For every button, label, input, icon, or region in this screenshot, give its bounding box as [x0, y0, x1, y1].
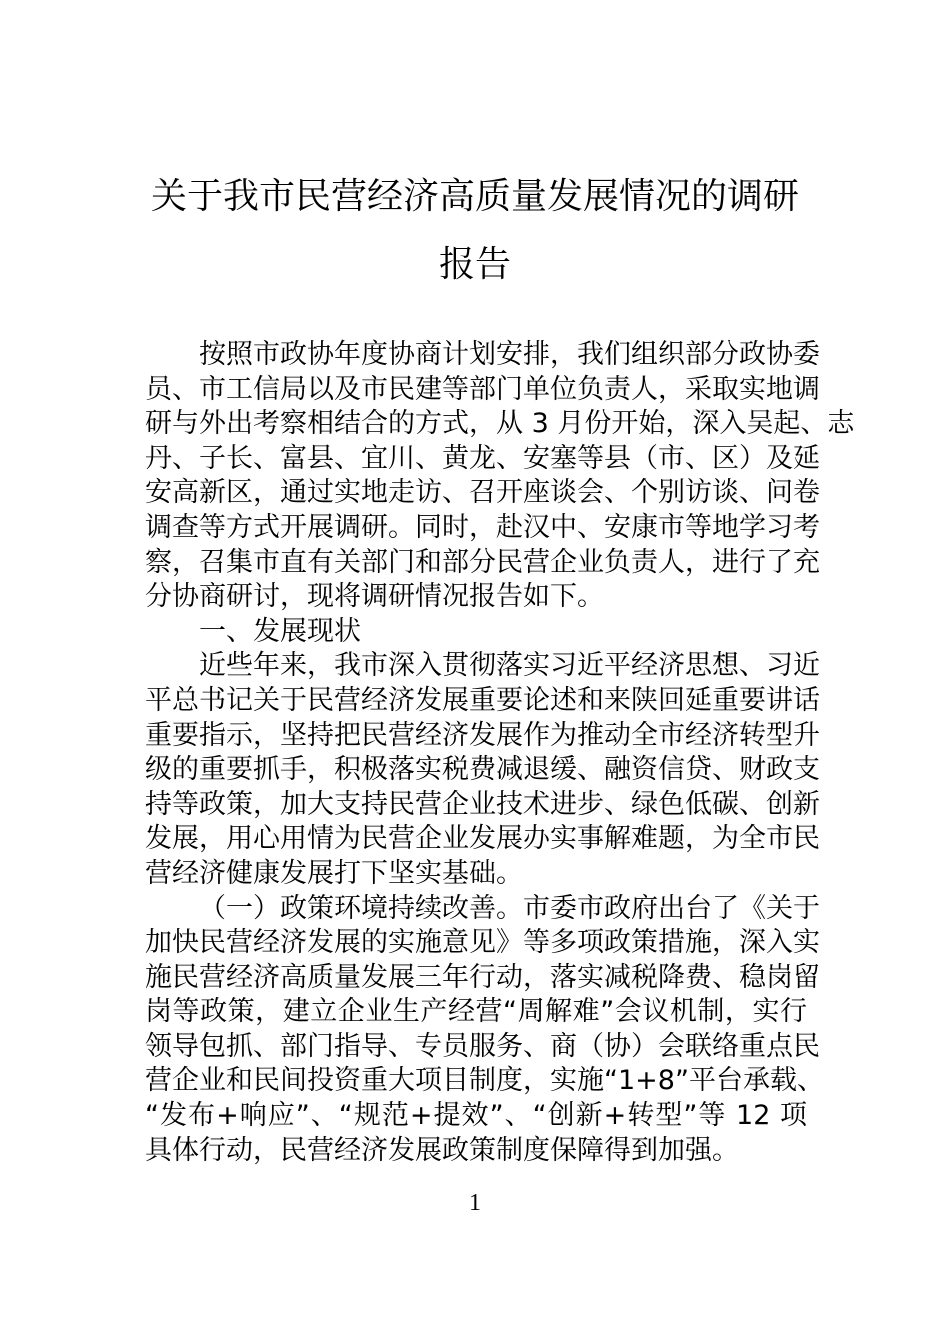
document-title-line-1: 关于我市民营经济高质量发展情况的调研: [150, 176, 799, 217]
text-line: （一）政策环境持续改善。市委市政府出台了《关于: [199, 892, 820, 924]
text-line: 重要指示，坚持把民营经济发展作为推动全市经济转型升: [145, 719, 820, 751]
text-line: 具体行动，民营经济发展政策制度保障得到加强。: [145, 1134, 739, 1166]
text-line: 营企业和民间投资重大项目制度，实施“1+8”平台承载、: [145, 1065, 824, 1097]
text-line: 持等政策，加大支持民营企业技术进步、绿色低碳、创新: [145, 788, 820, 820]
text-line: 分协商研讨，现将调研情况报告如下。: [145, 581, 604, 613]
paragraph: [145, 892, 824, 1169]
text-line: “发布+响应”、“规范+提效”、“创新+转型”等 12 项: [145, 1100, 807, 1132]
text-line: 发展，用心用情为民营企业发展办实事解难题，为全市民: [145, 823, 820, 855]
text-line: 察，召集市直有关部门和部分民营企业负责人，进行了充: [145, 546, 820, 578]
paragraph: [145, 649, 820, 891]
text-line: 员、市工信局以及市民建等部门单位负责人，采取实地调: [145, 373, 820, 405]
text-line: 施民营经济高质量发展三年行动，落实减税降费、稳岗留: [145, 961, 820, 993]
text-line: 领导包抓、部门指导、专员服务、商（协）会联络重点民: [145, 1030, 820, 1062]
document-title-line-2: 报告: [438, 244, 511, 285]
text-line: 加快民营经济发展的实施意见》等多项政策措施，深入实: [145, 927, 820, 959]
text-line: 安高新区，通过实地走访、召开座谈会、个别访谈、问卷: [145, 477, 820, 509]
text-line: 按照市政协年度协商计划安排，我们组织部分政协委: [199, 339, 820, 370]
text-line: 研与外出考察相结合的方式，从 3 月份开始，深入吴起、志: [145, 408, 855, 440]
text-line: 调查等方式开展调研。同时，赴汉中、安康市等地学习考: [145, 511, 820, 543]
text-line: 岗等政策，建立企业生产经营“周解难”会议机制，实行: [145, 996, 807, 1028]
text-line: 近些年来，我市深入贯彻落实习近平经济思想、习近: [199, 650, 820, 682]
section-heading: [145, 615, 807, 650]
text-line: 营经济健康发展打下坚实基础。: [145, 857, 523, 889]
paragraph: [145, 338, 855, 615]
document-body: [145, 338, 855, 1168]
text-line: 丹、子长、富县、宜川、黄龙、安塞等县（市、区）及延: [145, 442, 820, 474]
page-number: 1: [469, 1190, 481, 1216]
text-line: 平总书记关于民营经济发展重要论述和来陕回延重要讲话: [145, 684, 820, 716]
text-line: 级的重要抓手，积极落实税费减退缓、融资信贷、财政支: [145, 754, 820, 786]
text-line: 一、发展现状: [199, 615, 361, 647]
